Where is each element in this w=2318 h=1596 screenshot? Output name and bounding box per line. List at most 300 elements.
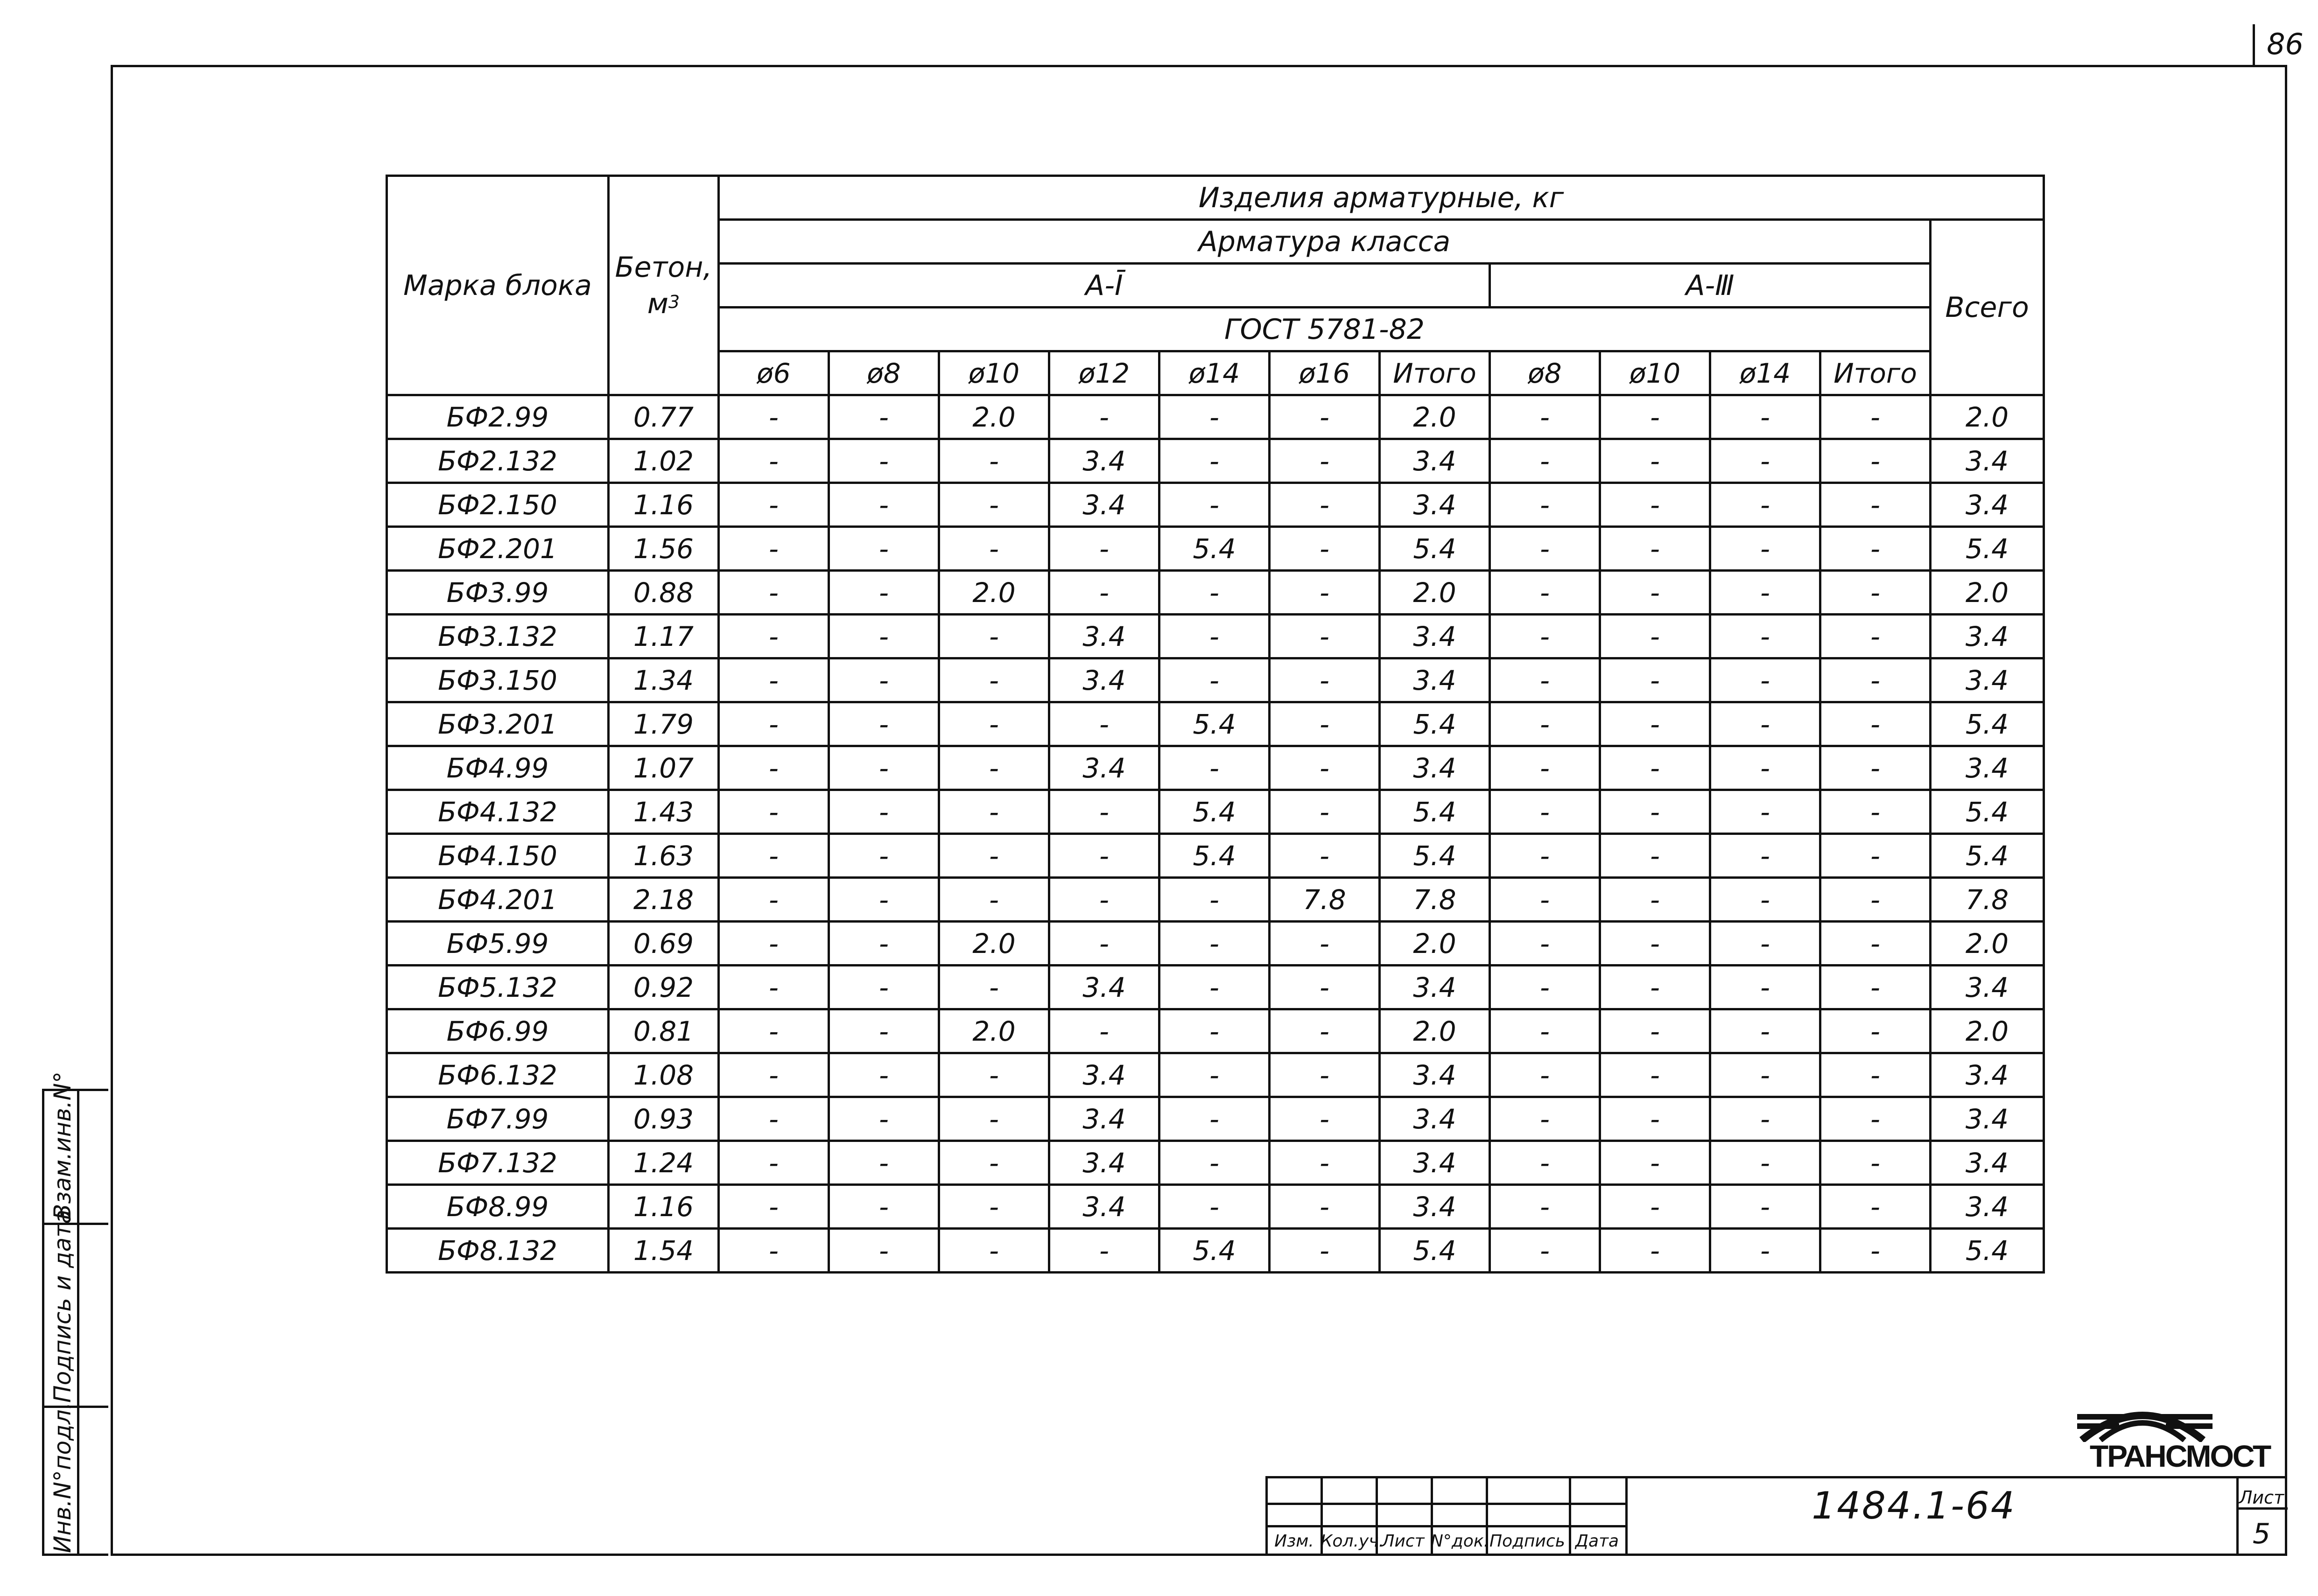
cell-a1-value: 3.4 bbox=[1049, 658, 1159, 702]
cell-a1-value: - bbox=[829, 615, 939, 658]
table-row bbox=[387, 1009, 2044, 1053]
cell-a3-value: - bbox=[1490, 1097, 1600, 1141]
header-concrete-unit-power: 3 bbox=[668, 291, 680, 312]
cell-a1-value: 5.4 bbox=[1159, 1229, 1270, 1273]
cell-a1-value: 3.4 bbox=[1380, 1141, 1490, 1185]
tb-divider bbox=[1625, 1478, 1628, 1556]
cell-total: 3.4 bbox=[1931, 615, 2044, 658]
cell-block-mark: БФ6.132 bbox=[387, 1053, 609, 1097]
cell-a1-value: - bbox=[939, 790, 1049, 834]
cell-a1-value: - bbox=[1270, 834, 1380, 878]
cell-a1-value: - bbox=[719, 966, 829, 1009]
table-row bbox=[387, 922, 2044, 966]
table-row bbox=[387, 878, 2044, 922]
cell-a3-value: - bbox=[1710, 615, 1820, 658]
table-row bbox=[387, 1097, 2044, 1141]
cell-a3-value: - bbox=[1490, 1229, 1600, 1273]
table-row bbox=[387, 790, 2044, 834]
cell-total: 7.8 bbox=[1931, 878, 2044, 922]
cell-a3-value: - bbox=[1490, 922, 1600, 966]
cell-block-mark: БФ3.132 bbox=[387, 615, 609, 658]
cell-a1-value: - bbox=[829, 395, 939, 439]
cell-a3-value: - bbox=[1710, 790, 1820, 834]
table-row bbox=[387, 834, 2044, 878]
header-block-mark: Марка блока bbox=[387, 176, 609, 395]
cell-a3-value: - bbox=[1710, 1053, 1820, 1097]
cell-a1-value: - bbox=[829, 658, 939, 702]
cell-a3-value: - bbox=[1600, 571, 1710, 615]
table-row bbox=[387, 658, 2044, 702]
cell-a1-value: - bbox=[829, 1053, 939, 1097]
cell-a1-value: 5.4 bbox=[1380, 702, 1490, 746]
header-a1-col-4: ø14 bbox=[1159, 351, 1270, 395]
cell-concrete: 0.93 bbox=[609, 1097, 719, 1141]
cell-a1-value: 3.4 bbox=[1380, 439, 1490, 483]
header-a1-col-2: ø10 bbox=[939, 351, 1049, 395]
cell-a1-value: - bbox=[1159, 439, 1270, 483]
cell-a3-value: - bbox=[1820, 878, 1931, 922]
cell-a1-value: - bbox=[829, 439, 939, 483]
cell-concrete: 1.56 bbox=[609, 527, 719, 571]
cell-concrete: 0.69 bbox=[609, 922, 719, 966]
cell-a3-value: - bbox=[1600, 1097, 1710, 1141]
cell-a1-value: - bbox=[1270, 1229, 1380, 1273]
cell-a1-value: 3.4 bbox=[1049, 615, 1159, 658]
cell-total: 3.4 bbox=[1931, 439, 2044, 483]
cell-a1-value: - bbox=[829, 922, 939, 966]
cell-a1-value: - bbox=[719, 922, 829, 966]
tb-col-date: Дата bbox=[1575, 1532, 1619, 1551]
cell-a1-value: 3.4 bbox=[1380, 1185, 1490, 1229]
cell-a3-value: - bbox=[1710, 702, 1820, 746]
cell-a1-value: - bbox=[939, 615, 1049, 658]
table-row bbox=[387, 1229, 2044, 1273]
cell-a1-value: - bbox=[719, 834, 829, 878]
cell-a1-value: - bbox=[719, 395, 829, 439]
cell-a1-value: 3.4 bbox=[1380, 1053, 1490, 1097]
cell-block-mark: БФ7.132 bbox=[387, 1141, 609, 1185]
cell-a3-value: - bbox=[1820, 922, 1931, 966]
cell-a3-value: - bbox=[1710, 1229, 1820, 1273]
cell-a1-value: - bbox=[939, 658, 1049, 702]
cell-a1-value: - bbox=[829, 746, 939, 790]
cell-a3-value: - bbox=[1490, 790, 1600, 834]
cell-total: 3.4 bbox=[1931, 483, 2044, 527]
cell-a3-value: - bbox=[1490, 1141, 1600, 1185]
table-row bbox=[387, 746, 2044, 790]
cell-a1-value: 2.0 bbox=[939, 922, 1049, 966]
cell-block-mark: БФ6.99 bbox=[387, 1009, 609, 1053]
cell-a1-value: 3.4 bbox=[1380, 1097, 1490, 1141]
cell-a3-value: - bbox=[1490, 746, 1600, 790]
cell-a1-value: 2.0 bbox=[1380, 571, 1490, 615]
company-logo bbox=[2072, 1395, 2287, 1473]
cell-block-mark: БФ2.201 bbox=[387, 527, 609, 571]
cell-a1-value: - bbox=[829, 1141, 939, 1185]
cell-a1-value: - bbox=[1049, 1229, 1159, 1273]
table-row bbox=[387, 395, 2044, 439]
cell-a3-value: - bbox=[1710, 922, 1820, 966]
header-a1-col-5: ø16 bbox=[1270, 351, 1380, 395]
cell-concrete: 1.24 bbox=[609, 1141, 719, 1185]
cell-a3-value: - bbox=[1820, 395, 1931, 439]
tb-col-sheet: Лист bbox=[1382, 1532, 1425, 1551]
cell-block-mark: БФ4.132 bbox=[387, 790, 609, 834]
stamp-inv-original: Инв.N°подл. bbox=[49, 1402, 76, 1553]
cell-a3-value: - bbox=[1600, 1185, 1710, 1229]
cell-a1-value: - bbox=[719, 1229, 829, 1273]
cell-a1-value: - bbox=[1159, 658, 1270, 702]
cell-a1-value: - bbox=[1159, 966, 1270, 1009]
cell-total: 3.4 bbox=[1931, 658, 2044, 702]
cell-total: 3.4 bbox=[1931, 1141, 2044, 1185]
cell-a1-value: 3.4 bbox=[1380, 658, 1490, 702]
cell-a1-value: - bbox=[1159, 922, 1270, 966]
header-concrete-unit: м bbox=[647, 287, 669, 320]
cell-a3-value: - bbox=[1710, 571, 1820, 615]
cell-a1-value: 2.0 bbox=[1380, 1009, 1490, 1053]
cell-a3-value: - bbox=[1490, 615, 1600, 658]
cell-a3-value: - bbox=[1600, 615, 1710, 658]
cell-concrete: 0.81 bbox=[609, 1009, 719, 1053]
cell-block-mark: БФ3.99 bbox=[387, 571, 609, 615]
cell-block-mark: БФ8.99 bbox=[387, 1185, 609, 1229]
cell-total: 3.4 bbox=[1931, 1053, 2044, 1097]
cell-a3-value: - bbox=[1710, 1009, 1820, 1053]
cell-a3-value: - bbox=[1820, 527, 1931, 571]
cell-a3-value: - bbox=[1600, 878, 1710, 922]
tb-col-signature: Подпись bbox=[1489, 1532, 1565, 1551]
cell-a3-value: - bbox=[1820, 439, 1931, 483]
header-rebar-products: Изделия арматурные, кг bbox=[719, 176, 2044, 220]
cell-concrete: 1.54 bbox=[609, 1229, 719, 1273]
header-rebar-class: Арматура класса bbox=[719, 220, 1931, 264]
cell-a3-value: - bbox=[1820, 571, 1931, 615]
cell-a1-value: 2.0 bbox=[939, 1009, 1049, 1053]
cell-a1-value: - bbox=[1270, 1185, 1380, 1229]
cell-a1-value: - bbox=[829, 571, 939, 615]
cell-a1-value: - bbox=[719, 658, 829, 702]
cell-a1-value: - bbox=[1270, 1097, 1380, 1141]
cell-a1-value: 3.4 bbox=[1049, 1053, 1159, 1097]
cell-a3-value: - bbox=[1710, 483, 1820, 527]
cell-block-mark: БФ2.99 bbox=[387, 395, 609, 439]
table-row bbox=[387, 483, 2044, 527]
cell-a3-value: - bbox=[1490, 658, 1600, 702]
cell-a1-value: - bbox=[719, 1097, 829, 1141]
cell-a1-value: - bbox=[719, 1009, 829, 1053]
cell-a1-value: - bbox=[1270, 527, 1380, 571]
rebar-specification-table bbox=[386, 175, 2045, 1274]
cell-a1-value: - bbox=[719, 527, 829, 571]
cell-a1-value: - bbox=[829, 1097, 939, 1141]
cell-concrete: 1.16 bbox=[609, 483, 719, 527]
cell-total: 3.4 bbox=[1931, 746, 2044, 790]
cell-a3-value: - bbox=[1820, 1097, 1931, 1141]
table-row bbox=[387, 615, 2044, 658]
cell-concrete: 1.17 bbox=[609, 615, 719, 658]
cell-a1-value: - bbox=[1159, 1053, 1270, 1097]
cell-a1-value: 3.4 bbox=[1049, 966, 1159, 1009]
stamp-replaced-inv: Взам.инв.N° bbox=[49, 1071, 76, 1220]
cell-block-mark: БФ4.99 bbox=[387, 746, 609, 790]
cell-a1-value: 5.4 bbox=[1159, 527, 1270, 571]
cell-a3-value: - bbox=[1820, 834, 1931, 878]
tb-col-change: Изм. bbox=[1274, 1532, 1314, 1551]
cell-a1-value: 3.4 bbox=[1380, 746, 1490, 790]
cell-a3-value: - bbox=[1600, 439, 1710, 483]
table-row bbox=[387, 966, 2044, 1009]
cell-a3-value: - bbox=[1600, 922, 1710, 966]
cell-a3-value: - bbox=[1600, 790, 1710, 834]
cell-a3-value: - bbox=[1600, 746, 1710, 790]
cell-a1-value: - bbox=[1049, 571, 1159, 615]
cell-a3-value: - bbox=[1710, 746, 1820, 790]
cell-a1-value: 3.4 bbox=[1380, 966, 1490, 1009]
header-a1-col-1: ø8 bbox=[829, 351, 939, 395]
cell-total: 5.4 bbox=[1931, 1229, 2044, 1273]
cell-block-mark: БФ8.132 bbox=[387, 1229, 609, 1273]
cell-a1-value: 2.0 bbox=[1380, 395, 1490, 439]
cell-a3-value: - bbox=[1820, 483, 1931, 527]
cell-a1-value: - bbox=[829, 483, 939, 527]
cell-a1-value: - bbox=[1270, 1053, 1380, 1097]
cell-a1-value: - bbox=[829, 527, 939, 571]
cell-a1-value: - bbox=[1270, 658, 1380, 702]
header-concrete-label: Бетон, bbox=[615, 251, 712, 284]
cell-concrete: 2.18 bbox=[609, 878, 719, 922]
cell-a1-value: - bbox=[1159, 395, 1270, 439]
cell-a1-value: - bbox=[1159, 1185, 1270, 1229]
cell-a1-value: - bbox=[1159, 746, 1270, 790]
cell-a1-value: - bbox=[719, 1141, 829, 1185]
cell-total: 5.4 bbox=[1931, 790, 2044, 834]
header-a3-col-0: ø8 bbox=[1490, 351, 1600, 395]
header-a1-col-0: ø6 bbox=[719, 351, 829, 395]
cell-a1-value: - bbox=[1270, 746, 1380, 790]
cell-a3-value: - bbox=[1490, 834, 1600, 878]
cell-a3-value: - bbox=[1600, 834, 1710, 878]
cell-a3-value: - bbox=[1600, 527, 1710, 571]
cell-a1-value: - bbox=[939, 1097, 1049, 1141]
cell-a1-value: - bbox=[719, 615, 829, 658]
cell-a3-value: - bbox=[1490, 1053, 1600, 1097]
cell-a3-value: - bbox=[1600, 395, 1710, 439]
cell-a1-value: - bbox=[1270, 922, 1380, 966]
cell-a3-value: - bbox=[1490, 483, 1600, 527]
cell-total: 3.4 bbox=[1931, 1097, 2044, 1141]
cell-a1-value: 2.0 bbox=[939, 571, 1049, 615]
cell-total: 3.4 bbox=[1931, 966, 2044, 1009]
cell-a1-value: - bbox=[829, 1185, 939, 1229]
cell-total: 2.0 bbox=[1931, 571, 2044, 615]
cell-a1-value: - bbox=[719, 1053, 829, 1097]
cell-a1-value: - bbox=[1159, 571, 1270, 615]
cell-a3-value: - bbox=[1710, 966, 1820, 1009]
cell-a1-value: - bbox=[939, 1053, 1049, 1097]
cell-a1-value: 2.0 bbox=[939, 395, 1049, 439]
cell-a1-value: - bbox=[829, 702, 939, 746]
tb-col-quantity: Кол.уч. bbox=[1321, 1532, 1384, 1551]
cell-a3-value: - bbox=[1490, 571, 1600, 615]
cell-a1-value: - bbox=[719, 790, 829, 834]
left-approval-stamp bbox=[42, 1071, 108, 1556]
stamp-divider bbox=[77, 1091, 79, 1554]
cell-block-mark: БФ4.150 bbox=[387, 834, 609, 878]
table-row bbox=[387, 702, 2044, 746]
cell-a3-value: - bbox=[1710, 527, 1820, 571]
cell-a3-value: - bbox=[1490, 702, 1600, 746]
cell-a1-value: - bbox=[719, 702, 829, 746]
cell-a1-value: 5.4 bbox=[1380, 1229, 1490, 1273]
cell-a1-value: - bbox=[1270, 483, 1380, 527]
cell-a3-value: - bbox=[1600, 1053, 1710, 1097]
cell-a1-value: - bbox=[1049, 878, 1159, 922]
cell-a1-value: - bbox=[1049, 702, 1159, 746]
cell-a1-value: - bbox=[939, 834, 1049, 878]
cell-a3-value: - bbox=[1490, 1009, 1600, 1053]
cell-a1-value: - bbox=[719, 483, 829, 527]
cell-a3-value: - bbox=[1600, 1229, 1710, 1273]
cell-a1-value: 7.8 bbox=[1380, 878, 1490, 922]
cell-a1-value: - bbox=[1049, 790, 1159, 834]
cell-a3-value: - bbox=[1710, 878, 1820, 922]
cell-concrete: 1.43 bbox=[609, 790, 719, 834]
cell-a3-value: - bbox=[1820, 658, 1931, 702]
cell-a3-value: - bbox=[1710, 395, 1820, 439]
cell-a1-value: - bbox=[1270, 702, 1380, 746]
header-concrete bbox=[609, 176, 719, 395]
cell-a3-value: - bbox=[1600, 483, 1710, 527]
table-row bbox=[387, 1053, 2044, 1097]
cell-a1-value: - bbox=[1270, 571, 1380, 615]
cell-concrete: 1.02 bbox=[609, 439, 719, 483]
cell-a3-value: - bbox=[1710, 1141, 1820, 1185]
cell-a1-value: 5.4 bbox=[1380, 790, 1490, 834]
header-a3-col-3: Итого bbox=[1820, 351, 1931, 395]
cell-block-mark: БФ4.201 bbox=[387, 878, 609, 922]
cell-concrete: 1.07 bbox=[609, 746, 719, 790]
cell-block-mark: БФ2.150 bbox=[387, 483, 609, 527]
cell-a1-value: - bbox=[1159, 1097, 1270, 1141]
cell-a1-value: - bbox=[1270, 1141, 1380, 1185]
cell-total: 5.4 bbox=[1931, 702, 2044, 746]
cell-a1-value: - bbox=[1049, 1009, 1159, 1053]
cell-concrete: 1.34 bbox=[609, 658, 719, 702]
cell-a1-value: - bbox=[829, 834, 939, 878]
cell-a3-value: - bbox=[1490, 966, 1600, 1009]
cell-block-mark: БФ7.99 bbox=[387, 1097, 609, 1141]
cell-a1-value: 3.4 bbox=[1049, 439, 1159, 483]
cell-a1-value: - bbox=[719, 878, 829, 922]
header-a1-col-3: ø12 bbox=[1049, 351, 1159, 395]
cell-a1-value: - bbox=[1159, 878, 1270, 922]
cell-a1-value: - bbox=[939, 483, 1049, 527]
header-a1-col-6: Итого bbox=[1380, 351, 1490, 395]
cell-concrete: 0.77 bbox=[609, 395, 719, 439]
cell-a1-value: - bbox=[939, 1229, 1049, 1273]
header-a3-col-2: ø14 bbox=[1710, 351, 1820, 395]
cell-a3-value: - bbox=[1600, 966, 1710, 1009]
cell-a1-value: - bbox=[939, 439, 1049, 483]
cell-a1-value: 3.4 bbox=[1049, 1141, 1159, 1185]
header-class-a1: A-Ī bbox=[719, 264, 1490, 308]
cell-a1-value: - bbox=[939, 1141, 1049, 1185]
cell-a1-value: - bbox=[939, 1185, 1049, 1229]
table-header bbox=[387, 176, 2044, 395]
table-body bbox=[387, 395, 2044, 1273]
document-code: 1484.1-64 bbox=[1812, 1484, 2016, 1527]
cell-a3-value: - bbox=[1710, 1097, 1820, 1141]
cell-total: 5.4 bbox=[1931, 834, 2044, 878]
cell-a1-value: - bbox=[1049, 395, 1159, 439]
cell-a1-value: 5.4 bbox=[1159, 702, 1270, 746]
cell-total: 5.4 bbox=[1931, 527, 2044, 571]
cell-a1-value: 5.4 bbox=[1159, 834, 1270, 878]
cell-concrete: 1.08 bbox=[609, 1053, 719, 1097]
cell-concrete: 0.88 bbox=[609, 571, 719, 615]
cell-a3-value: - bbox=[1710, 658, 1820, 702]
cell-a3-value: - bbox=[1820, 1009, 1931, 1053]
cell-a3-value: - bbox=[1820, 790, 1931, 834]
cell-concrete: 1.16 bbox=[609, 1185, 719, 1229]
cell-a3-value: - bbox=[1490, 395, 1600, 439]
cell-a1-value: 3.4 bbox=[1049, 1185, 1159, 1229]
cell-a3-value: - bbox=[1600, 1009, 1710, 1053]
cell-a3-value: - bbox=[1820, 702, 1931, 746]
tb-col-doc-number: N°док. bbox=[1431, 1532, 1489, 1551]
cell-a3-value: - bbox=[1820, 966, 1931, 1009]
cell-a1-value: - bbox=[1159, 615, 1270, 658]
cell-concrete: 1.63 bbox=[609, 834, 719, 878]
cell-a1-value: - bbox=[719, 439, 829, 483]
tb-divider bbox=[1268, 1503, 1625, 1505]
cell-a3-value: - bbox=[1600, 1141, 1710, 1185]
cell-a1-value: - bbox=[1270, 395, 1380, 439]
cell-a1-value: 2.0 bbox=[1380, 922, 1490, 966]
cell-a3-value: - bbox=[1490, 527, 1600, 571]
table-row bbox=[387, 527, 2044, 571]
cell-a1-value: 3.4 bbox=[1049, 746, 1159, 790]
cell-a1-value: - bbox=[719, 746, 829, 790]
cell-total: 2.0 bbox=[1931, 395, 2044, 439]
cell-total: 2.0 bbox=[1931, 922, 2044, 966]
cell-total: 3.4 bbox=[1931, 1185, 2044, 1229]
cell-block-mark: БФ3.201 bbox=[387, 702, 609, 746]
table-row bbox=[387, 439, 2044, 483]
cell-a1-value: - bbox=[1049, 922, 1159, 966]
cell-a3-value: - bbox=[1710, 834, 1820, 878]
cell-a3-value: - bbox=[1710, 1185, 1820, 1229]
cell-a1-value: - bbox=[1159, 483, 1270, 527]
cell-a3-value: - bbox=[1820, 1185, 1931, 1229]
cell-a1-value: - bbox=[719, 1185, 829, 1229]
header-a3-col-1: ø10 bbox=[1600, 351, 1710, 395]
tb-divider bbox=[1268, 1525, 1625, 1527]
cell-a1-value: - bbox=[1159, 1141, 1270, 1185]
cell-a1-value: - bbox=[1270, 615, 1380, 658]
cell-a1-value: 3.4 bbox=[1049, 483, 1159, 527]
cell-a3-value: - bbox=[1490, 1185, 1600, 1229]
cell-a1-value: 3.4 bbox=[1380, 483, 1490, 527]
cell-a1-value: 5.4 bbox=[1380, 527, 1490, 571]
cell-a1-value: - bbox=[829, 790, 939, 834]
logo-text: ТРАНСМОСТ bbox=[2089, 1439, 2270, 1473]
stamp-signature-date: Подпись и дата bbox=[49, 1209, 76, 1403]
cell-a1-value: - bbox=[1049, 834, 1159, 878]
cell-block-mark: БФ5.132 bbox=[387, 966, 609, 1009]
cell-a1-value: 5.4 bbox=[1159, 790, 1270, 834]
